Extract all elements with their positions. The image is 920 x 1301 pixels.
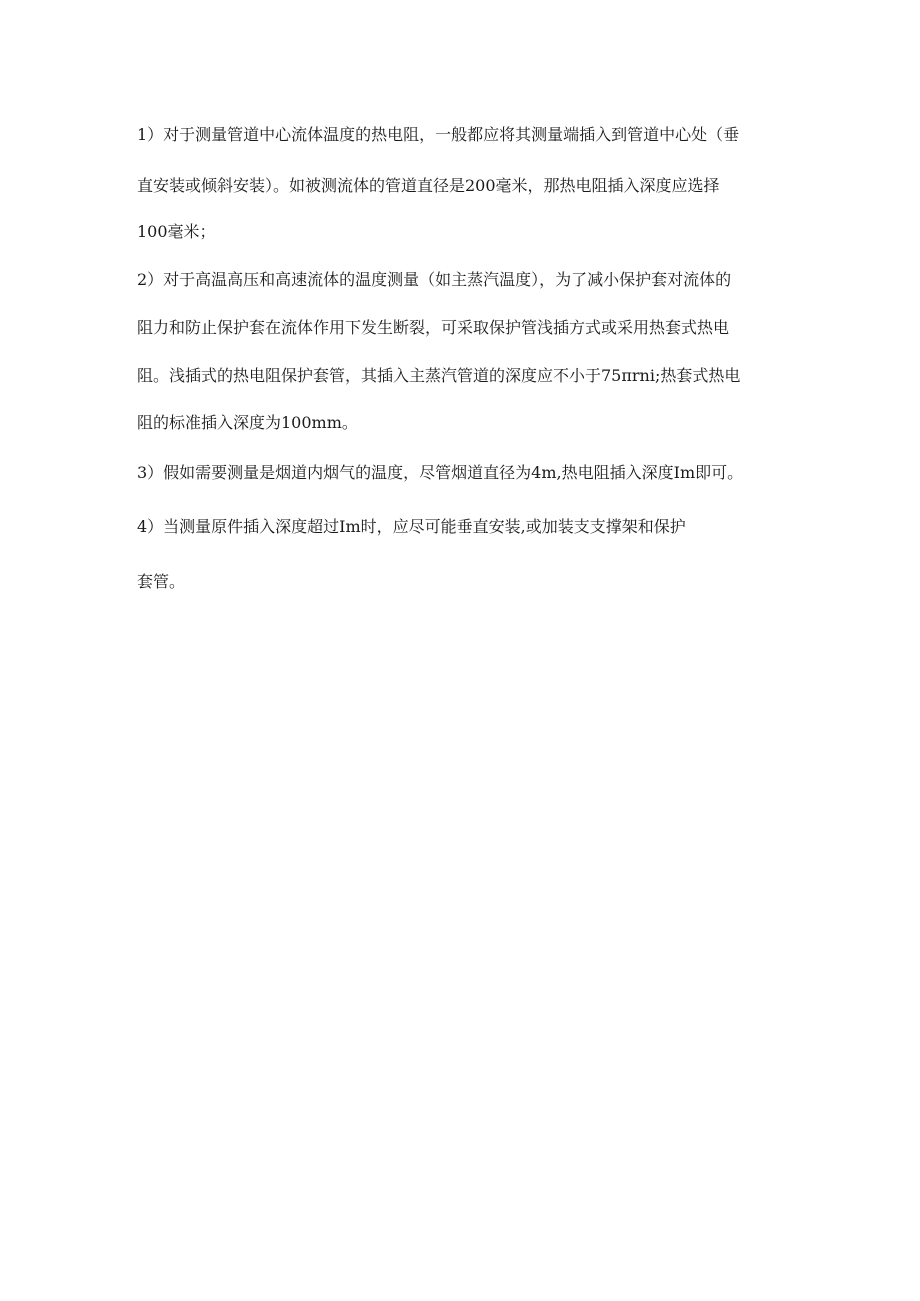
- item-1-line-2: 直安装或倾斜安装）。如被测流体的管道直径是200毫米，那热电阻插入深度应选择: [137, 176, 720, 195]
- item-1-line-3: 100毫米；: [137, 222, 216, 241]
- item-3-line-1: 3）假如需要测量是烟道内烟气的温度，尽管烟道直径为4m,热电阻插入深度Im即可。: [137, 463, 744, 482]
- item-2-line-3: 阻。浅插式的热电阻保护套管，其插入主蒸汽管道的深度应不小于75πrni;热套式热电: [137, 366, 741, 385]
- item-2-line-4: 阻的标准插入深度为100mm。: [137, 413, 358, 432]
- item-2-line-2: 阻力和防止保护套在流体作用下发生断裂，可采取保护管浅插方式或采用热套式热电: [137, 318, 730, 337]
- item-2-line-1: 2）对于高温高压和高速流体的温度测量（如主蒸汽温度），为了减小保护套对流体的: [137, 270, 732, 289]
- item-4-line-1: 4）当测量原件插入深度超过Im时，应尽可能垂直安装,或加装支支撑架和保护: [137, 517, 686, 536]
- item-4-line-2: 套管。: [137, 572, 186, 591]
- item-1-line-1: 1）对于测量管道中心流体温度的热电阻，一般都应将其测量端插入到管道中心处（垂: [137, 125, 740, 144]
